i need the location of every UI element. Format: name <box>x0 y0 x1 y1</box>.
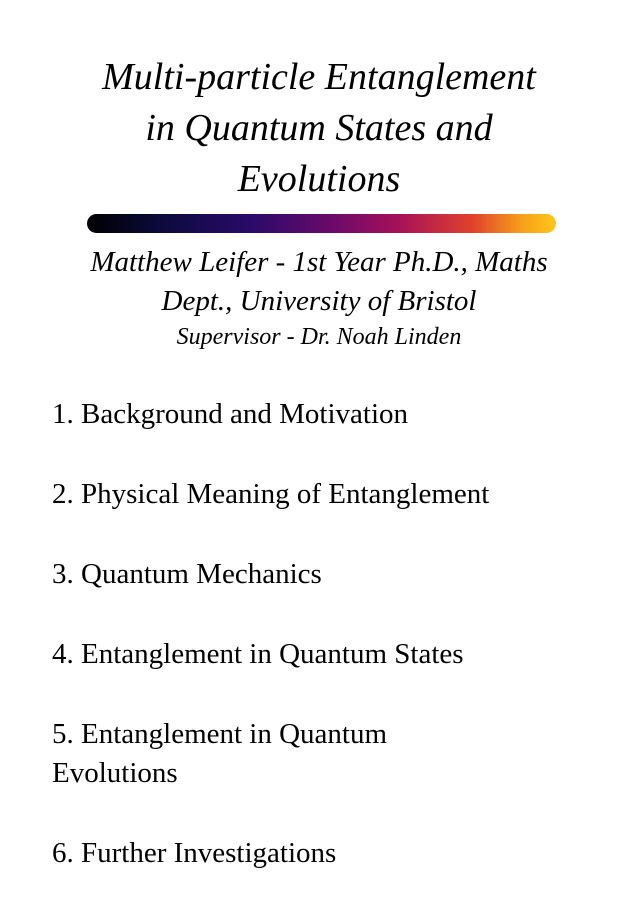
outline-item-label: 5. Entanglement in Quantum <box>52 718 388 750</box>
outline-item <box>52 834 612 873</box>
author-affiliation <box>30 243 608 321</box>
outline-item-label: 2. Physical Meaning of Entanglement <box>52 478 490 510</box>
outline-item <box>52 635 612 674</box>
outline-item <box>52 555 612 594</box>
outline-item-label: 1. Background and Motivation <box>52 398 409 430</box>
outline-item-label: 4. Entanglement in Quantum States <box>52 638 464 670</box>
outline-item <box>52 715 612 793</box>
supervisor-line: Supervisor - Dr. Noah Linden <box>176 324 462 350</box>
outline-item-label: 6. Further Investigations <box>52 837 337 869</box>
slide-title <box>40 52 598 205</box>
outline-item <box>52 395 612 434</box>
gradient-divider <box>87 214 556 233</box>
outline-item <box>52 475 612 514</box>
slide-title-line: in Quantum States and <box>145 107 493 149</box>
outline-list <box>52 395 612 914</box>
outline-item-label-continued: Evolutions <box>52 757 178 789</box>
slide-title-line: Evolutions <box>237 158 401 200</box>
slide-title-line: Multi-particle Entanglement <box>102 56 536 98</box>
outline-item-label: 3. Quantum Mechanics <box>52 558 322 590</box>
author-line: Dept., University of Bristol <box>161 285 477 317</box>
author-line: Matthew Leifer - 1st Year Ph.D., Maths <box>90 246 548 278</box>
